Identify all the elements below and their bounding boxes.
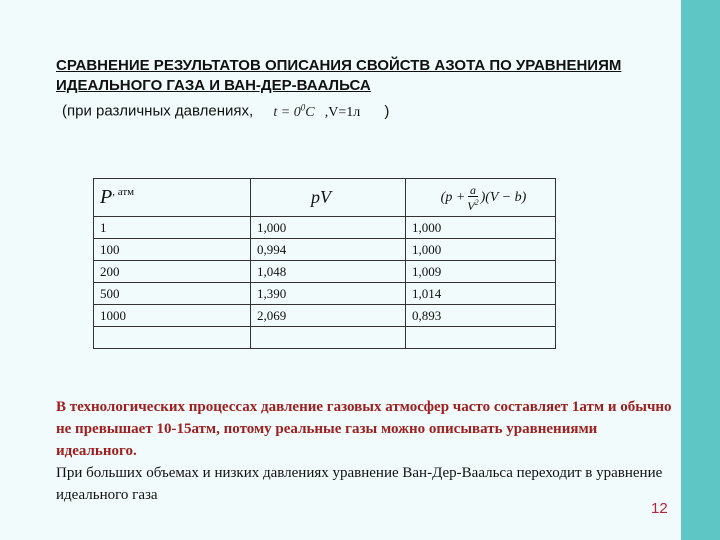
table-row-empty bbox=[94, 327, 556, 349]
vdw-den-exp: 2 bbox=[474, 197, 479, 207]
cell-ideal: 1,048 bbox=[251, 261, 406, 283]
table-row bbox=[94, 217, 556, 239]
table-row bbox=[94, 239, 556, 261]
cell-pressure: 1 bbox=[94, 217, 251, 239]
cell-empty bbox=[94, 327, 251, 349]
header-van-der-waals bbox=[406, 179, 556, 217]
vdw-close: )(V − b) bbox=[480, 189, 527, 205]
table-row bbox=[94, 305, 556, 327]
cell-pressure: 200 bbox=[94, 261, 251, 283]
cell-vdw: 1,000 bbox=[406, 239, 556, 261]
cell-ideal: 2,069 bbox=[251, 305, 406, 327]
table-header-row bbox=[94, 179, 556, 217]
table-row bbox=[94, 261, 556, 283]
conclusion-note bbox=[56, 396, 676, 506]
cell-vdw: 0,893 bbox=[406, 305, 556, 327]
cell-ideal: 1,390 bbox=[251, 283, 406, 305]
vdw-numerator: a bbox=[469, 182, 476, 197]
slide-subtitle bbox=[62, 97, 482, 123]
temperature-exponent: 0 bbox=[300, 102, 306, 112]
cell-empty bbox=[406, 327, 556, 349]
volume-formula: ,V=1л bbox=[324, 104, 361, 120]
note-plain: При больших объемах и низких давлениях уравнение Ван-Дер-Ваальса переходит в уравнение идеального газа bbox=[56, 465, 663, 503]
vdw-open: (p + bbox=[440, 189, 466, 205]
cell-vdw: 1,000 bbox=[406, 217, 556, 239]
subtitle-suffix: ) bbox=[384, 102, 390, 120]
vdw-denominator bbox=[467, 197, 478, 212]
cell-pressure: 1000 bbox=[94, 305, 251, 327]
table-row bbox=[94, 283, 556, 305]
cell-vdw: 1,014 bbox=[406, 283, 556, 305]
cell-vdw: 1,009 bbox=[406, 261, 556, 283]
temperature-unit: C bbox=[305, 104, 315, 120]
comparison-table bbox=[93, 178, 556, 349]
pressure-symbol: P bbox=[100, 186, 113, 208]
temperature-formula bbox=[273, 102, 315, 120]
decorative-side-band bbox=[681, 0, 720, 540]
cell-ideal: 0,994 bbox=[251, 239, 406, 261]
van-der-waals-formula bbox=[412, 184, 555, 212]
vdw-fraction bbox=[467, 184, 478, 212]
note-emphasis: В технологических процессах давление газовых атмосфер часто составляет 1атм и обычно не превышает 10-15атм, потому реальные газы можно описывать уравнениями идеального. bbox=[56, 399, 672, 459]
ideal-gas-formula: pV bbox=[311, 187, 331, 207]
temperature-value: t = 0 bbox=[273, 104, 301, 120]
header-ideal-gas bbox=[251, 179, 406, 217]
cell-ideal: 1,000 bbox=[251, 217, 406, 239]
cell-pressure: 500 bbox=[94, 283, 251, 305]
cell-pressure: 100 bbox=[94, 239, 251, 261]
pressure-unit: , атм bbox=[112, 186, 135, 198]
header-pressure bbox=[94, 179, 251, 217]
page-number: 12 bbox=[651, 500, 668, 517]
slide-title: СРАВНЕНИЕ РЕЗУЛЬТАТОВ ОПИСАНИЯ СВОЙСТВ АЗОТА ПО УРАВНЕНИЯМ ИДЕАЛЬНОГО ГАЗА И ВАН-ДЕР-ВААЛЬСА bbox=[56, 57, 622, 94]
cell-empty bbox=[251, 327, 406, 349]
subtitle-prefix: (при различных давлениях, bbox=[62, 102, 254, 120]
vdw-den-base: V bbox=[467, 198, 475, 213]
